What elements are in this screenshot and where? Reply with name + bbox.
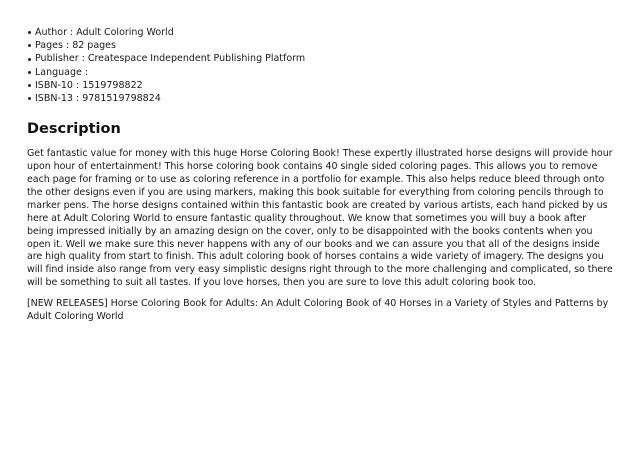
detail-publisher-text: Publisher : Createspace Independent Publishing Platform (35, 53, 306, 65)
bullet-icon (28, 31, 31, 34)
detail-isbn13-text: ISBN-13 : 9781519798824 (35, 93, 161, 105)
description-body: Get fantastic value for money with this huge Horse Coloring Book! These expertly illustrated horse designs will provide hour upon hour of entertainment! This horse coloring book contains 40 single sided coloring pages. This allows you to remove each page for framing or to use as coloring reference in a portfolio for example. This also helps reduce bleed through onto the other designs even if you are using markers, making this book suitable for everything from coloring pencils through to marker pens. The horse designs contained within this fantastic book are created by various artists, each hand picked by us here at Adult Coloring World to ensure fantastic quality throughout. We know that sometimes you will buy a book after being impressed initially by an amazing design on the cover, only to be disappointed with the books contents when you open it. Well we make sure this never happens with any of our books and we can assure you that all of the designs inside are high quality from start to finish. This adult coloring book of horses contains a wide variety of imagery. The designs you will find inside also range from very easy simplistic designs right through to the more challenging and complicated, so there will be something to suit all tastes. If you love horses, then you are sure to love this adult coloring book too. (27, 148, 613, 289)
bullet-icon (28, 44, 31, 47)
bullet-icon (28, 84, 31, 87)
bullet-icon (28, 97, 31, 100)
description-heading: Description (27, 121, 121, 138)
detail-pages (27, 39, 617, 52)
book-details-list (27, 26, 617, 105)
release-title-link[interactable]: [NEW RELEASES] Horse Coloring Book for Adults: An Adult Coloring Book of 40 Horses in a Variety of Styles and Patterns by Adult Coloring World (27, 298, 609, 323)
detail-pages-text: Pages : 82 pages (35, 40, 116, 52)
detail-isbn13 (27, 92, 617, 105)
detail-author-text: Author : Adult Coloring World (35, 27, 174, 38)
detail-author (27, 26, 617, 39)
document-page (27, 26, 617, 324)
detail-publisher (27, 52, 617, 65)
detail-language-text: Language : (35, 66, 89, 78)
detail-isbn10-text: ISBN-10 : 1519798822 (35, 79, 143, 91)
bullet-icon (28, 71, 31, 74)
detail-language (27, 66, 617, 79)
detail-isbn10 (27, 79, 617, 92)
bullet-icon (28, 58, 31, 61)
